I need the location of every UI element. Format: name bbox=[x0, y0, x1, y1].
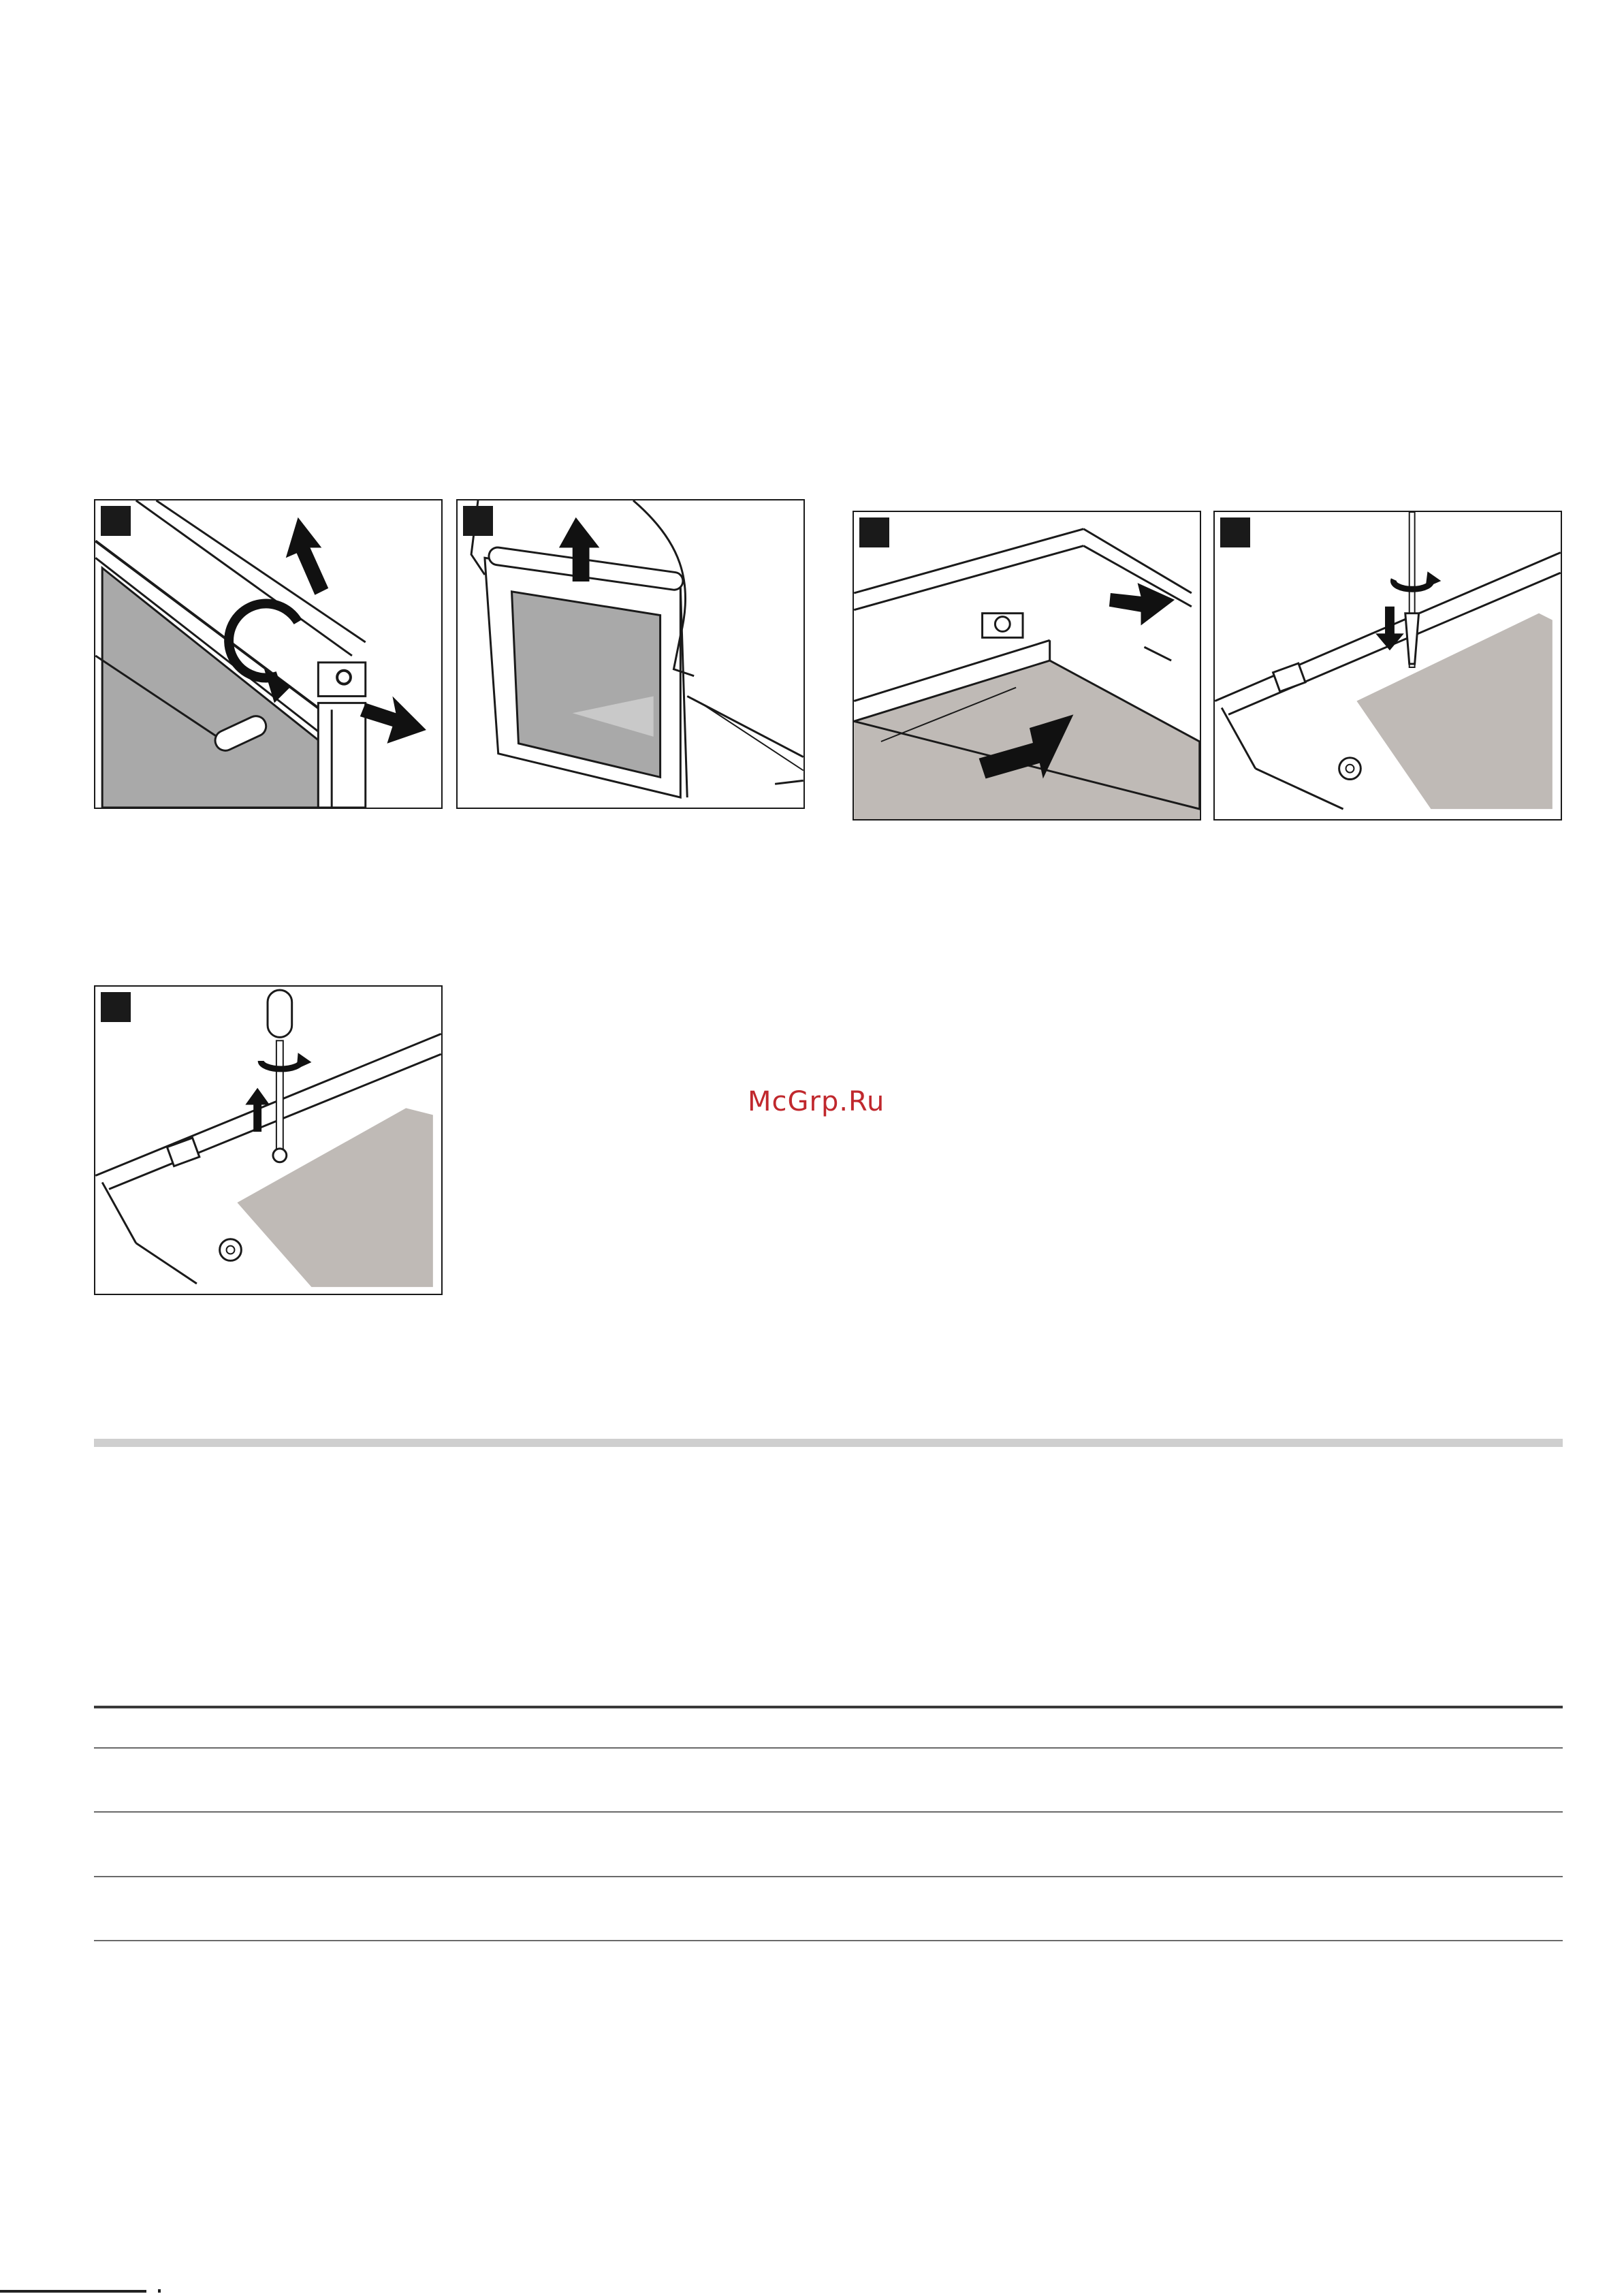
section-divider bbox=[94, 1439, 1563, 1447]
table-row-divider bbox=[94, 1811, 1563, 1813]
arrow-down-icon bbox=[1375, 607, 1404, 650]
footer-dot bbox=[158, 2289, 161, 2293]
table-row-divider bbox=[94, 1747, 1563, 1749]
illustration-panel-1 bbox=[94, 499, 443, 809]
arrow-right-icon bbox=[1109, 583, 1175, 625]
unscrew-illustration bbox=[95, 987, 441, 1294]
footer-rule bbox=[0, 2290, 146, 2293]
arrow-right-icon bbox=[360, 696, 426, 743]
illustration-panel-4 bbox=[1213, 511, 1562, 821]
table-bottom-rule bbox=[94, 1940, 1563, 1941]
illustration-panel-5 bbox=[94, 985, 443, 1295]
watermark-text: McGrp.Ru bbox=[748, 1086, 885, 1117]
illustration-panel-2 bbox=[456, 499, 805, 809]
screw-in-illustration bbox=[1215, 512, 1561, 819]
bracket-slide-illustration bbox=[854, 512, 1200, 819]
oven-door-lift-illustration bbox=[458, 500, 803, 808]
screwdriver-icon bbox=[268, 990, 292, 1162]
door-hinge-illustration bbox=[95, 500, 441, 808]
rotate-arrow-icon bbox=[261, 1053, 311, 1069]
rotate-arrow-icon bbox=[1393, 571, 1441, 589]
table-row-divider bbox=[94, 1876, 1563, 1877]
table-top-rule bbox=[94, 1706, 1563, 1708]
illustration-panel-3 bbox=[853, 511, 1201, 821]
arrow-up-icon bbox=[286, 517, 328, 595]
